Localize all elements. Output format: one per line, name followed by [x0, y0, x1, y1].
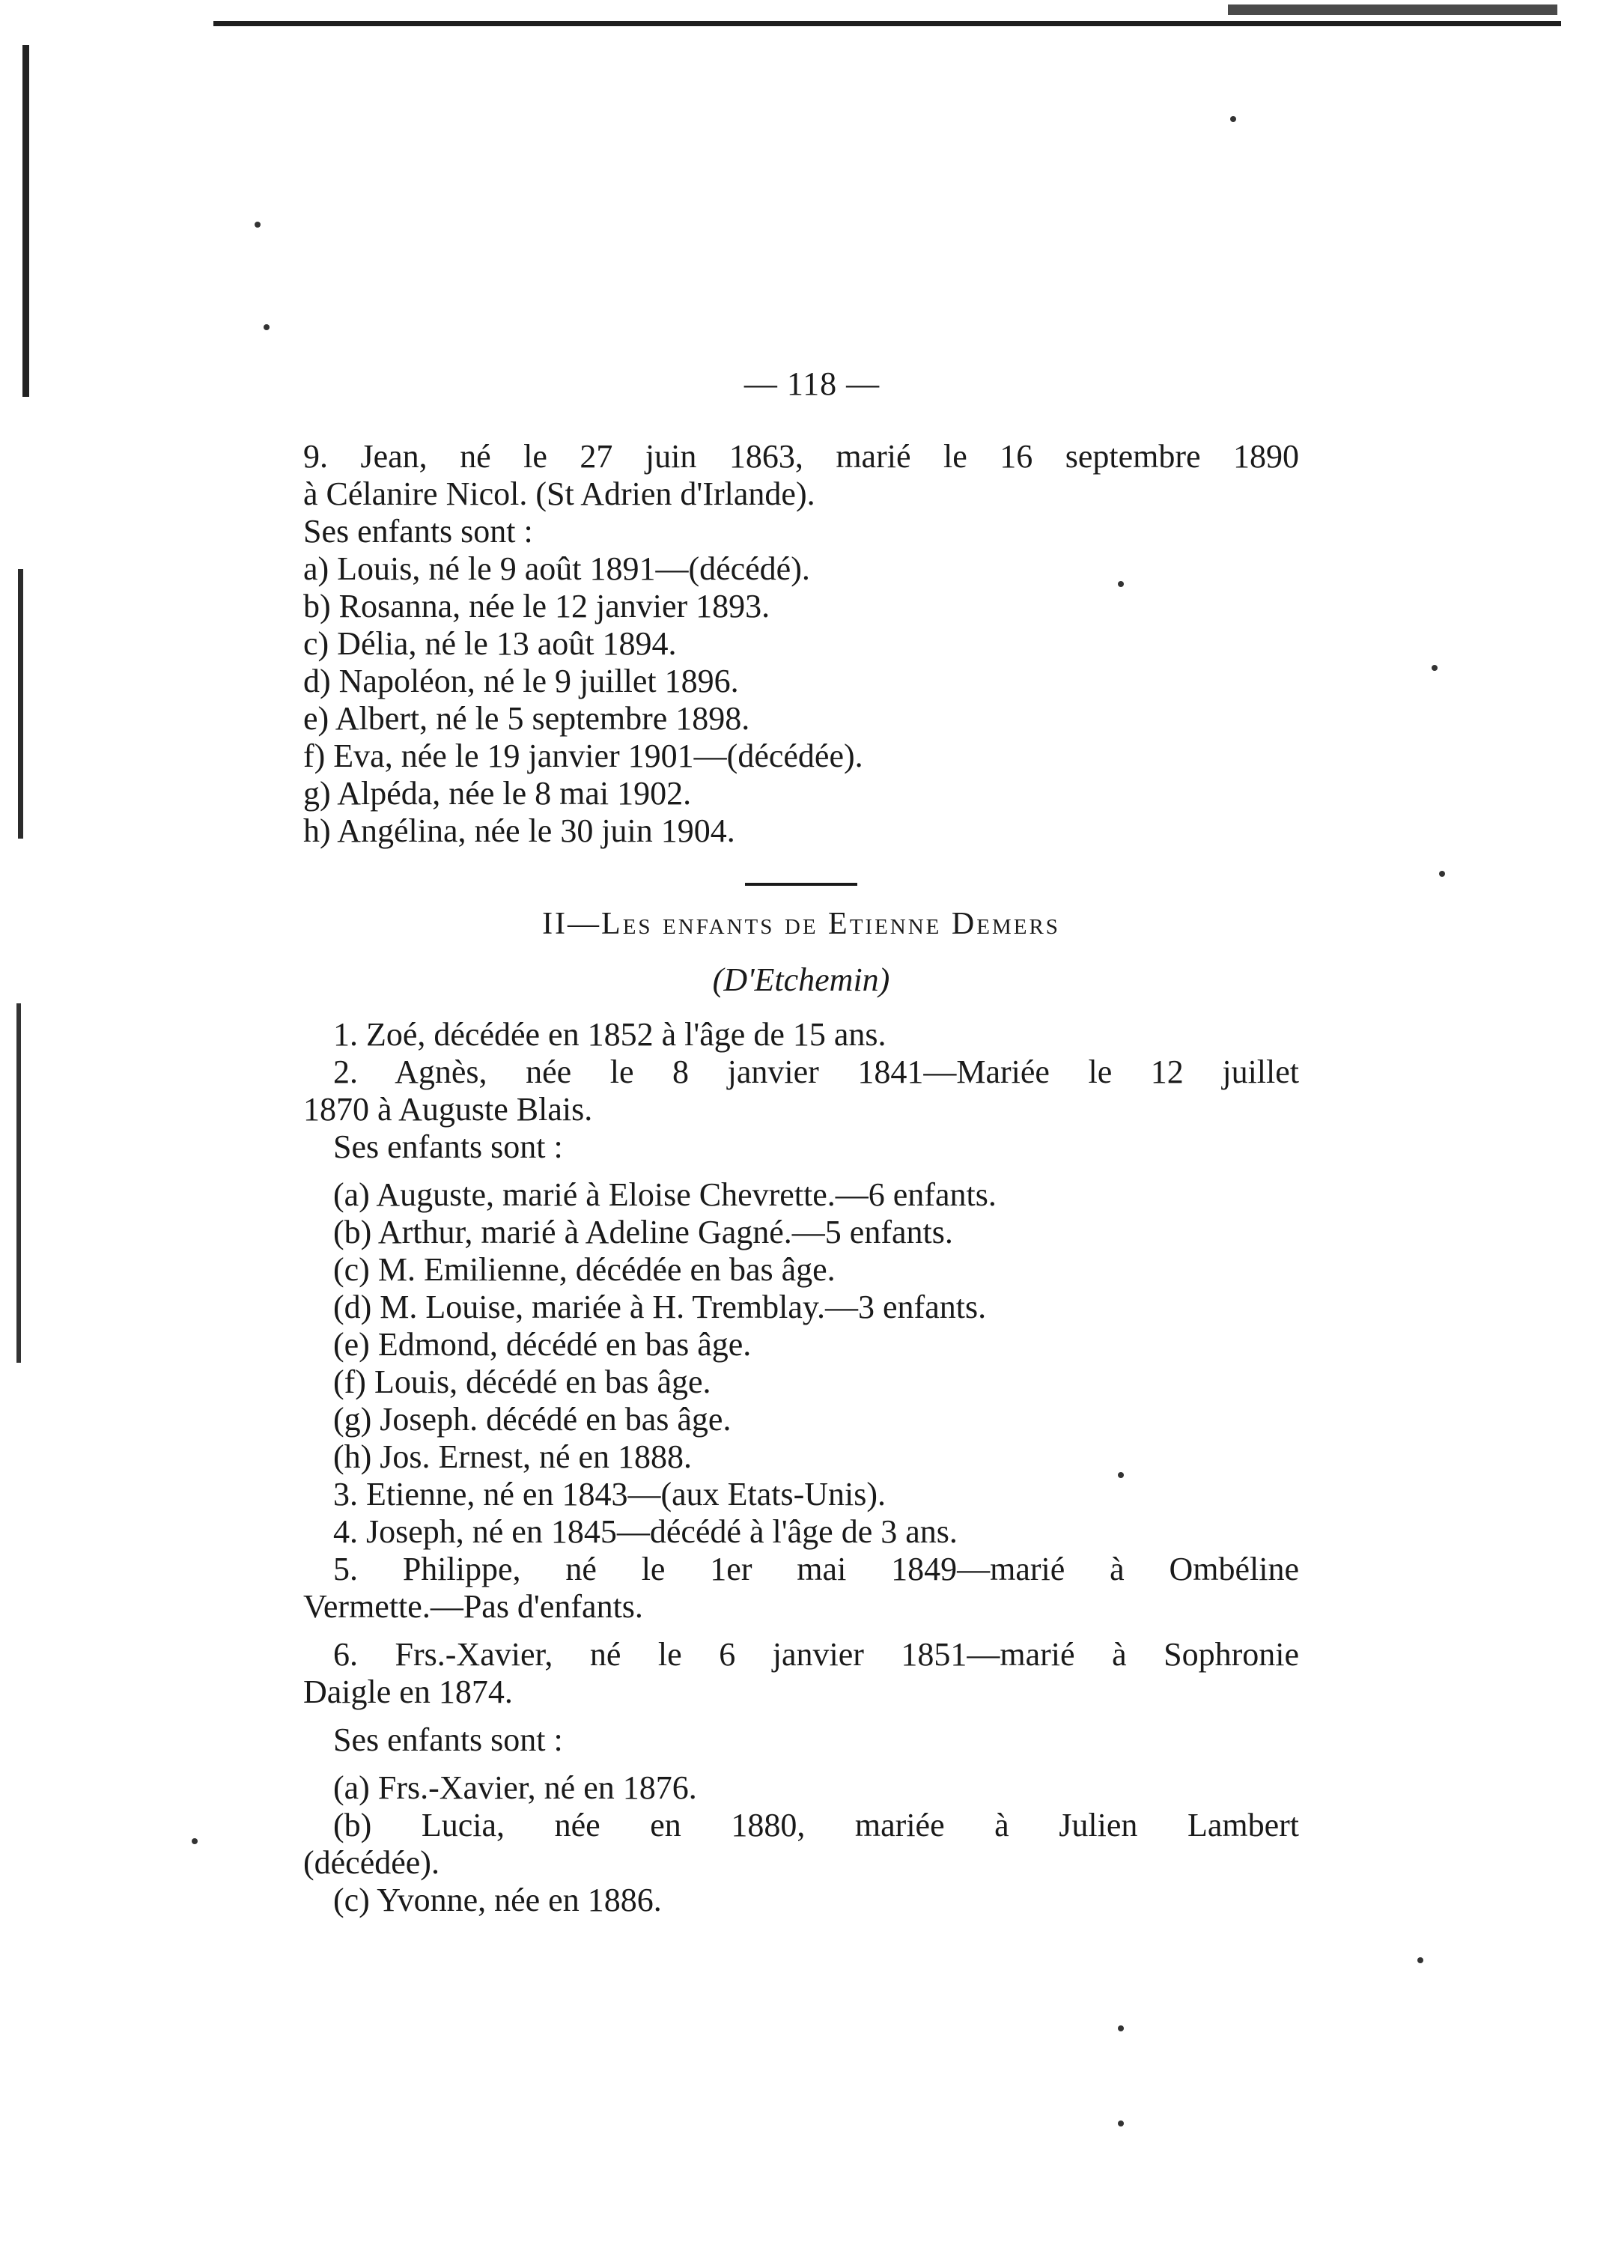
list-item: (e) Edmond, décédé en bas âge. [333, 1326, 752, 1363]
list-item: (c) M. Emilienne, décédée en bas âge. [333, 1251, 836, 1288]
speck [1118, 2120, 1124, 2126]
speck [255, 222, 261, 228]
section-title: II—Les enfants de Etienne Demers [542, 907, 1060, 941]
list-item: (g) Joseph. décédé en bas âge. [333, 1401, 732, 1438]
entry-5-line2: Vermette.—Pas d'enfants. [303, 1588, 643, 1625]
section-subtitle: (D'Etchemin) [712, 961, 890, 998]
list-item: (a) Auguste, marié à Eloise Chevrette.—6 enfants. [333, 1176, 997, 1213]
entry-2-children-intro: Ses enfants sont : [333, 1128, 563, 1165]
list-item: c) Délia, né le 13 août 1894. [303, 625, 677, 662]
section-divider [745, 883, 857, 886]
page-number: — 118 — [743, 365, 881, 402]
entry-6-children-intro: Ses enfants sont : [333, 1721, 563, 1758]
page-body [303, 438, 1299, 1919]
left-edge-mark [18, 569, 23, 839]
jean-entry-line2: à Célanire Nicol. (St Adrien d'Irlande). [303, 475, 815, 512]
top-border-rule [213, 21, 1561, 26]
speck [264, 324, 270, 330]
list-item: f) Eva, née le 19 janvier 1901—(décédée). [303, 738, 863, 774]
entry-2-line2: 1870 à Auguste Blais. [303, 1091, 593, 1128]
top-border-smudge [1228, 4, 1557, 15]
speck [192, 1838, 198, 1844]
list-item: (d) M. Louise, mariée à H. Tremblay.—3 enfants. [333, 1289, 987, 1325]
speck [1439, 871, 1445, 877]
left-edge-mark [16, 1003, 21, 1363]
speck [1230, 116, 1236, 122]
speck [1432, 665, 1438, 671]
entry-1: 1. Zoé, décédée en 1852 à l'âge de 15 ans. [333, 1016, 886, 1053]
list-item: e) Albert, né le 5 septembre 1898. [303, 700, 750, 737]
list-item: h) Angélina, née le 30 juin 1904. [303, 812, 735, 849]
list-item: (h) Jos. Ernest, né en 1888. [333, 1438, 693, 1475]
left-edge-mark [22, 45, 29, 397]
list-item: d) Napoléon, né le 9 juillet 1896. [303, 663, 739, 699]
entry-2-line1: 2. Agnès, née le 8 janvier 1841—Mariée le 12 juillet [333, 1054, 1299, 1090]
entry-6-line1: 6. Frs.-Xavier, né le 6 janvier 1851—marié à Sophronie [333, 1636, 1299, 1673]
list-item: (a) Frs.-Xavier, né en 1876. [333, 1769, 697, 1806]
entry-5-line1: 5. Philippe, né le 1er mai 1849—marié à Ombéline [333, 1551, 1299, 1587]
speck [1417, 1957, 1423, 1963]
speck [1118, 2025, 1124, 2031]
entry-4: 4. Joseph, né en 1845—décédé à l'âge de 3 ans. [333, 1513, 958, 1550]
list-item: (c) Yvonne, née en 1886. [333, 1882, 662, 1918]
list-item: b) Rosanna, née le 12 janvier 1893. [303, 588, 770, 624]
list-item: (f) Louis, décédé en bas âge. [333, 1363, 711, 1400]
list-item: (b) Lucia, née en 1880, mariée à Julien Lambert [333, 1807, 1299, 1843]
list-item: a) Louis, né le 9 août 1891—(décédé). [303, 550, 810, 587]
list-item: (b) Arthur, marié à Adeline Gagné.—5 enfants. [333, 1214, 953, 1250]
jean-entry-line1: 9. Jean, né le 27 juin 1863, marié le 16 septembre 1890 [303, 438, 1299, 475]
list-item: (décédée). [303, 1844, 440, 1881]
entry-6-line2: Daigle en 1874. [303, 1673, 513, 1710]
entry-3: 3. Etienne, né en 1843—(aux Etats-Unis). [333, 1476, 886, 1512]
jean-children-intro: Ses enfants sont : [303, 513, 533, 550]
list-item: g) Alpéda, née le 8 mai 1902. [303, 775, 692, 812]
